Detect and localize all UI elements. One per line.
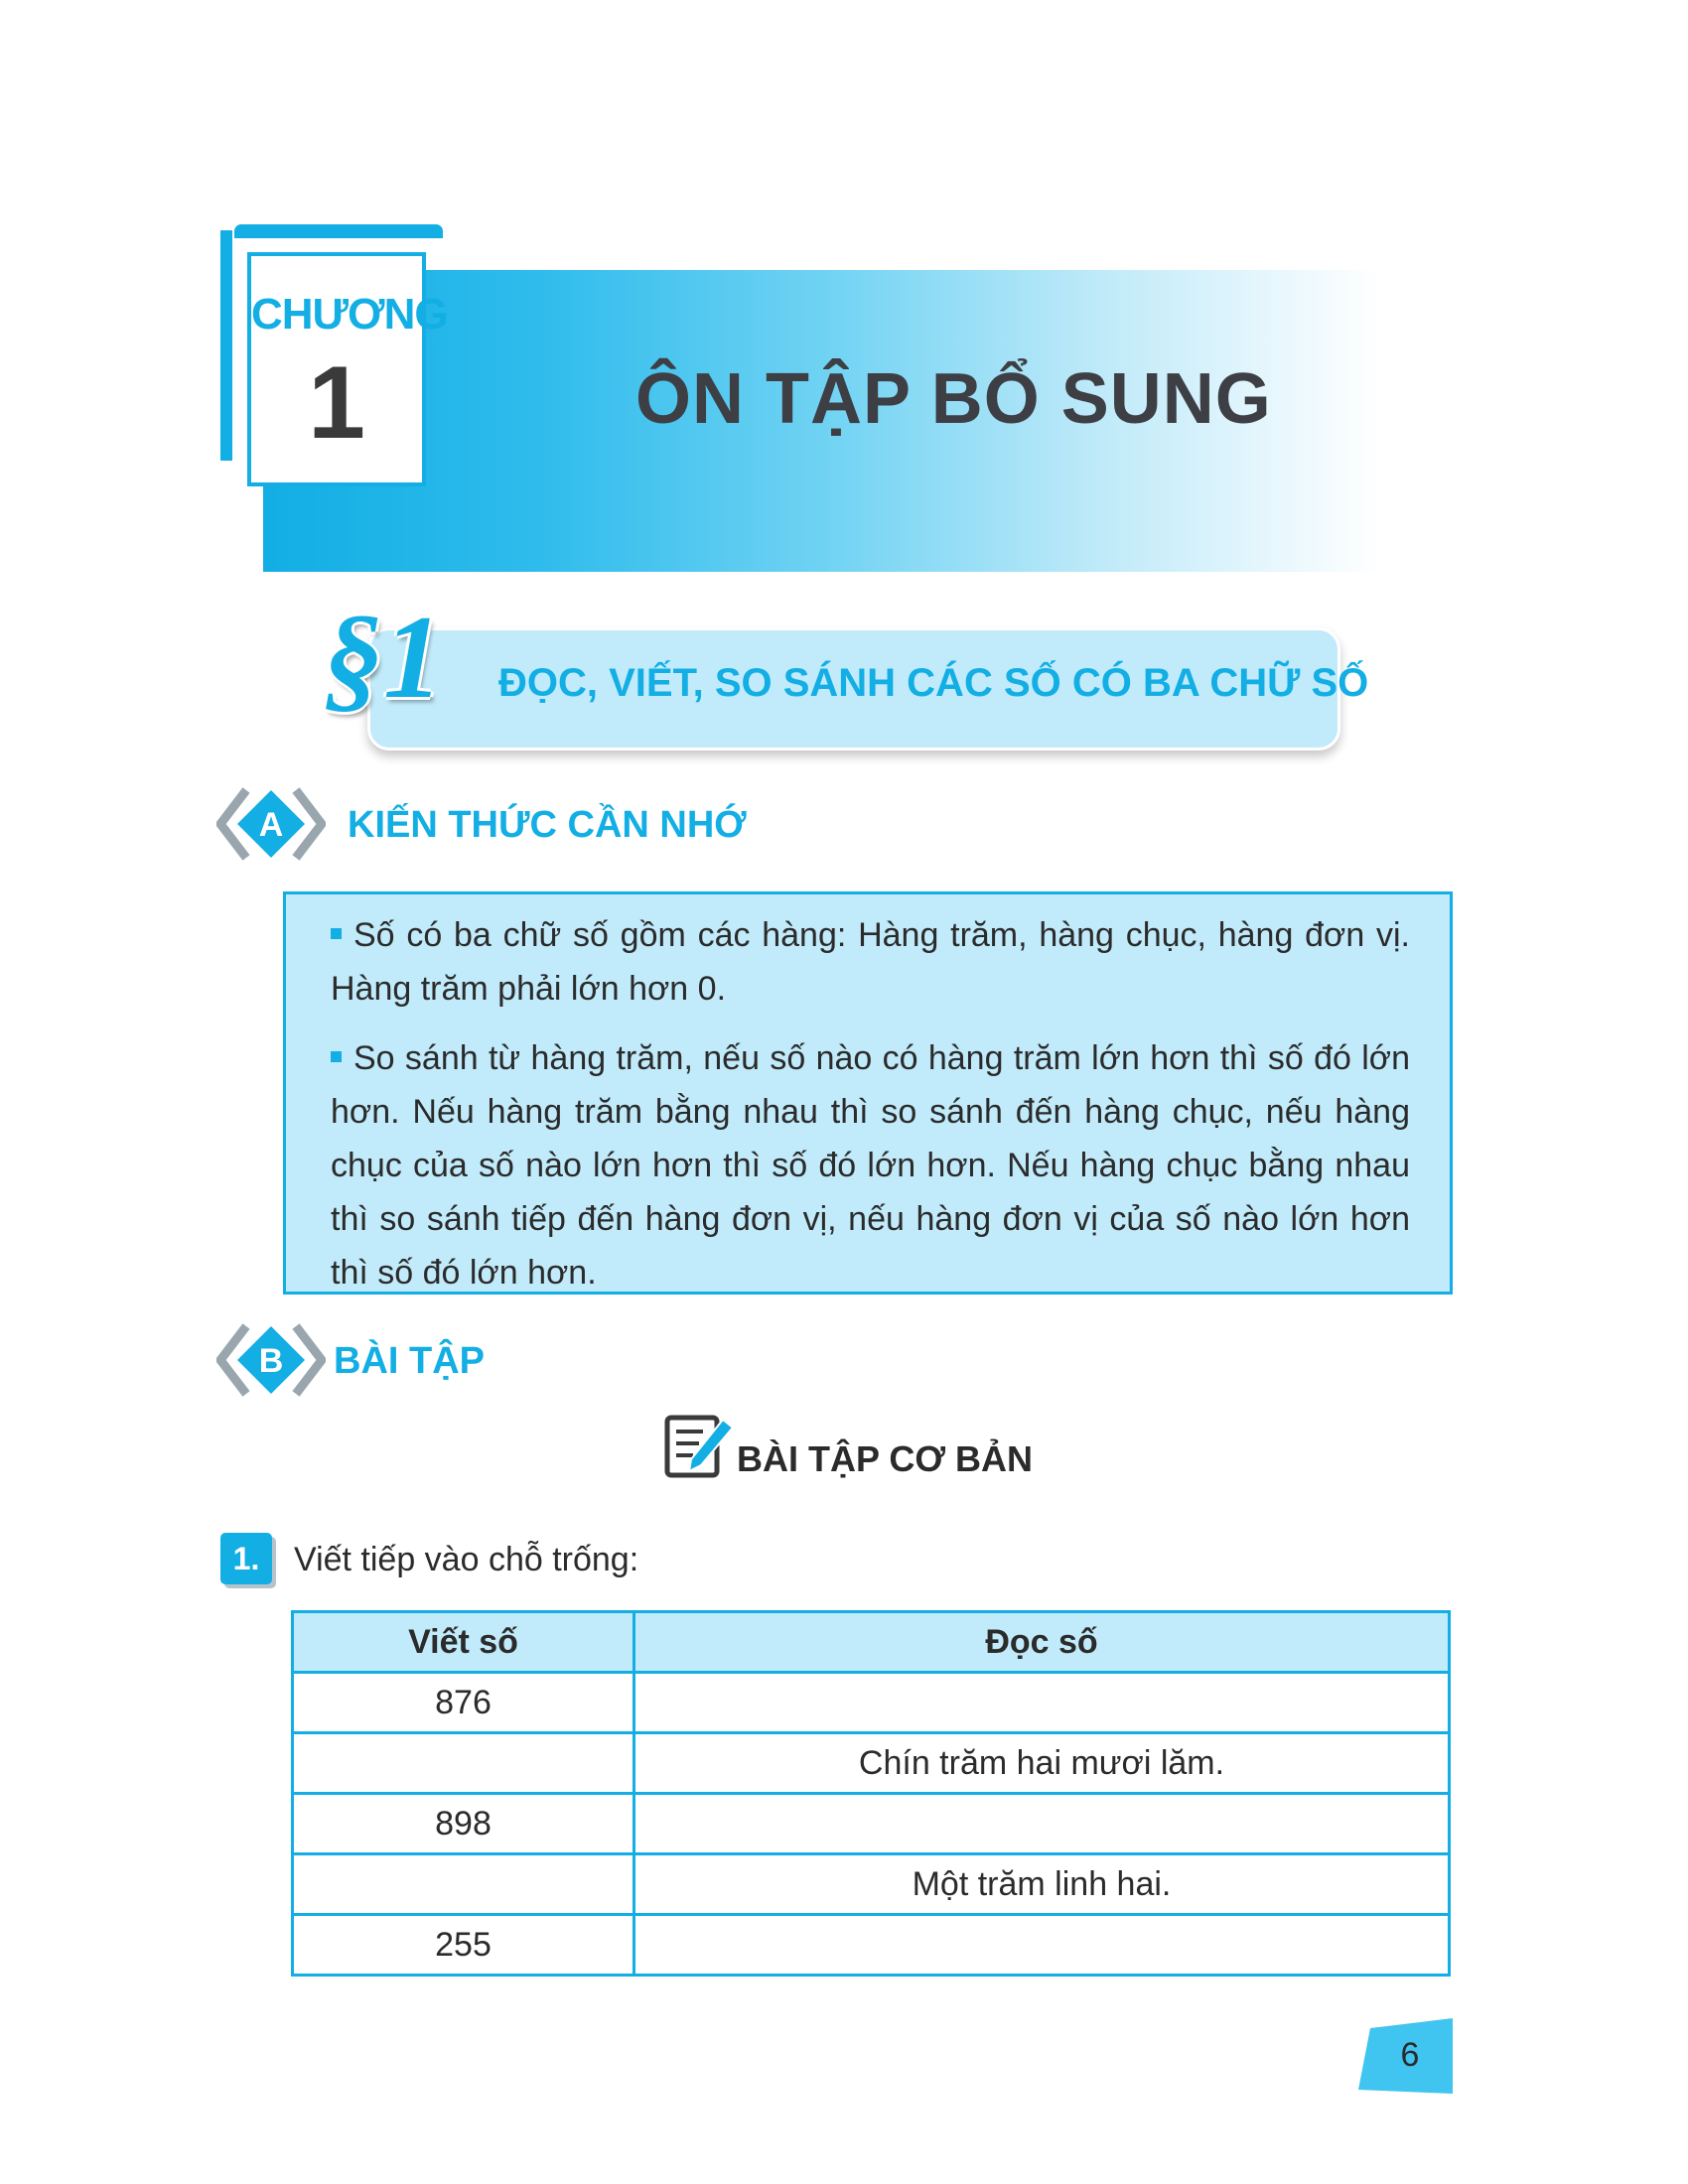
exercise-table — [291, 1610, 1451, 1977]
knowledge-text: Số có ba chữ số gồm các hàng: Hàng trăm, hàng chục, hàng đơn vị. Hàng trăm phải lớn hơn 0. — [331, 916, 1410, 1008]
part-b-badge — [216, 1320, 326, 1400]
table-row — [293, 1794, 1450, 1854]
part-a-badge — [216, 784, 326, 864]
bullet-icon — [331, 928, 342, 939]
knowledge-item — [331, 908, 1410, 1016]
question-number-badge: 1. — [220, 1533, 272, 1584]
knowledge-box — [283, 891, 1453, 1295]
column-header-read: Đọc số — [634, 1612, 1450, 1673]
cell-reading: Một trăm linh hai. — [634, 1854, 1450, 1915]
edit-document-icon — [663, 1414, 739, 1479]
knowledge-text: So sánh từ hàng trăm, nếu số nào có hàng trăm lớn hơn thì số đó lớn hơn. Nếu hàng trăm bằng nhau thì so sánh đến hàng chục, nếu hàng chục của số nào lớn hơn thì số đó lớn hơn. Nếu hàng chục bằng nhau thì so sánh tiếp đến hàng đơn vị, nếu hàng đơn vị của số nào lớn hơn thì số đó lớn hơn. — [331, 1039, 1410, 1292]
page-number: 6 — [1400, 2036, 1420, 2074]
table-row — [293, 1673, 1450, 1733]
table-row — [293, 1915, 1450, 1976]
part-b-letter: B — [258, 1342, 284, 1380]
question-text: Viết tiếp vào chỗ trống: — [294, 1541, 639, 1578]
cell-number — [293, 1854, 634, 1915]
column-header-write: Viết số — [293, 1612, 634, 1673]
knowledge-item — [331, 1031, 1410, 1299]
part-a-letter: A — [258, 806, 284, 844]
cell-number: 876 — [293, 1673, 634, 1733]
cell-number: 898 — [293, 1794, 634, 1854]
section-mark: §1 — [324, 591, 443, 723]
cell-reading — [634, 1915, 1450, 1976]
part-b-heading: BÀI TẬP — [334, 1340, 485, 1382]
cell-reading: Chín trăm hai mươi lăm. — [634, 1733, 1450, 1794]
banner-top-bar — [234, 224, 443, 238]
chapter-label: CHƯƠNG — [251, 290, 448, 339]
chapter-title: ÔN TẬP BỔ SUNG — [635, 359, 1272, 439]
cell-reading — [634, 1673, 1450, 1733]
cell-reading — [634, 1794, 1450, 1854]
table-header-row — [293, 1612, 1450, 1673]
table-row — [293, 1733, 1450, 1794]
banner-post — [220, 230, 232, 461]
cell-number — [293, 1733, 634, 1794]
section-title: ĐỌC, VIẾT, SO SÁNH CÁC SỐ CÓ BA CHỮ SỐ — [498, 661, 1369, 705]
table-row — [293, 1854, 1450, 1915]
basic-exercise-label: BÀI TẬP CƠ BẢN — [737, 1438, 1034, 1479]
chapter-number: 1 — [308, 345, 365, 461]
cell-number: 255 — [293, 1915, 634, 1976]
part-a-heading: KIẾN THỨC CẦN NHỚ — [348, 804, 747, 846]
chapter-card — [247, 252, 448, 486]
bullet-icon — [331, 1051, 342, 1062]
